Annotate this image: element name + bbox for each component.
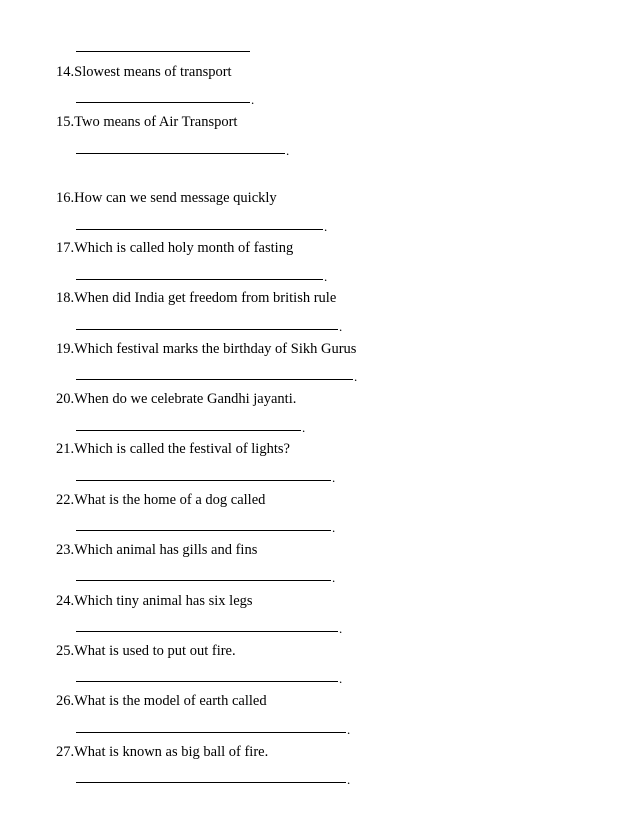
end-mark: . <box>324 269 328 284</box>
question-21: 21.Which is called the festival of lights? <box>56 441 290 457</box>
answer-underline <box>76 782 346 783</box>
question-15: 15.Two means of Air Transport <box>56 114 238 130</box>
answer-underline <box>76 153 285 154</box>
answer-line-27[interactable] <box>76 769 356 787</box>
answer-underline <box>76 102 250 103</box>
end-mark: . <box>339 671 343 686</box>
end-mark: . <box>347 772 351 787</box>
answer-line-19[interactable] <box>76 366 362 384</box>
answer-line-21[interactable] <box>76 467 340 485</box>
answer-underline <box>76 51 250 52</box>
question-19: 19.Which festival marks the birthday of Sikh Gurus <box>56 341 357 357</box>
answer-underline <box>76 430 301 431</box>
end-mark: . <box>302 420 306 435</box>
answer-underline <box>76 480 331 481</box>
question-26: 26.What is the model of earth called <box>56 693 267 709</box>
end-mark: . <box>354 369 358 384</box>
question-14: 14.Slowest means of transport <box>56 64 232 80</box>
answer-line-26[interactable] <box>76 719 356 737</box>
end-mark: . <box>332 470 336 485</box>
question-25: 25.What is used to put out fire. <box>56 643 236 659</box>
answer-line-20[interactable] <box>76 417 310 435</box>
answer-underline <box>76 580 331 581</box>
answer-underline <box>76 681 338 682</box>
answer-line-14[interactable] <box>76 89 258 107</box>
end-mark: . <box>251 92 255 107</box>
end-mark: . <box>339 319 343 334</box>
end-mark: . <box>339 621 343 636</box>
question-20: 20.When do we celebrate Gandhi jayanti. <box>56 391 297 407</box>
question-17: 17.Which is called holy month of fasting <box>56 240 294 256</box>
answer-underline <box>76 329 338 330</box>
question-18: 18.When did India get freedom from british rule <box>56 290 337 306</box>
answer-line-17[interactable] <box>76 266 332 284</box>
question-16: 16.How can we send message quickly <box>56 190 277 206</box>
answer-line-13[interactable] <box>76 38 252 52</box>
end-mark: . <box>324 219 328 234</box>
answer-underline <box>76 631 338 632</box>
answer-underline <box>76 732 346 733</box>
answer-underline <box>76 530 331 531</box>
end-mark: . <box>347 722 351 737</box>
answer-line-15[interactable] <box>76 140 294 158</box>
question-24: 24.Which tiny animal has six legs <box>56 593 253 609</box>
question-22: 22.What is the home of a dog called <box>56 492 266 508</box>
answer-line-23[interactable] <box>76 567 340 585</box>
answer-underline <box>76 379 353 380</box>
answer-line-24[interactable] <box>76 618 348 636</box>
question-27: 27.What is known as big ball of fire. <box>56 744 269 760</box>
end-mark: . <box>286 143 290 158</box>
answer-line-18[interactable] <box>76 316 348 334</box>
end-mark: . <box>332 570 336 585</box>
answer-line-16[interactable] <box>76 216 332 234</box>
question-23: 23.Which animal has gills and fins <box>56 542 258 558</box>
answer-line-22[interactable] <box>76 517 340 535</box>
end-mark: . <box>332 520 336 535</box>
answer-underline <box>76 279 323 280</box>
answer-line-25[interactable] <box>76 668 348 686</box>
answer-underline <box>76 229 323 230</box>
